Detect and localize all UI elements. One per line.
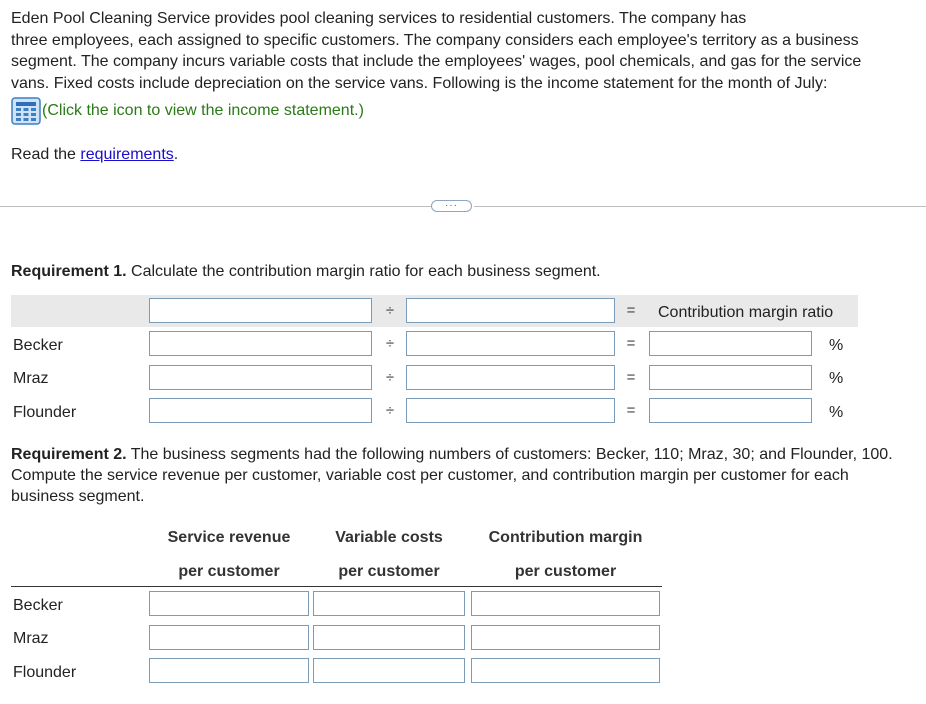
expand-button[interactable]: ··· [431, 200, 472, 212]
requirement1-text: Calculate the contribution margin ratio for each business segment. [126, 263, 601, 280]
contribution-margin-ratio-header: Contribution margin ratio [658, 304, 834, 321]
income-statement-link[interactable] [11, 97, 364, 125]
percent-symbol: % [829, 370, 844, 387]
divider [0, 206, 431, 207]
row-label-flounder: Flounder [13, 664, 77, 681]
requirement2-heading [11, 444, 916, 507]
header-denominator-input[interactable] [406, 298, 615, 323]
percent-symbol: % [829, 337, 844, 354]
equals-symbol: = [626, 369, 636, 386]
equals-symbol: = [626, 302, 636, 319]
divide-symbol: ÷ [385, 302, 395, 319]
header-underline [11, 586, 662, 587]
flounder-denominator-input[interactable] [406, 398, 615, 423]
read-suffix: . [173, 146, 179, 163]
percent-symbol: % [829, 404, 844, 421]
row-label-mraz: Mraz [13, 630, 49, 647]
becker-revenue-input[interactable] [149, 591, 309, 616]
flounder-ratio-input[interactable] [649, 398, 812, 423]
divide-symbol: ÷ [385, 335, 395, 352]
intro-line: three employees, each assigned to specific customers. The company considers each employee's territory as a business [11, 31, 859, 49]
divider [474, 206, 926, 207]
row-label-mraz: Mraz [13, 370, 49, 387]
flounder-contribution-margin-input[interactable] [471, 658, 660, 683]
requirement2-text: The business segments had the following numbers of customers: Becker, 110; Mraz, 30; and Flounder, 100. Compute the service revenue per customer, variable cost per customer, and contribution margin per customer for each business segment. [11, 446, 893, 505]
flounder-variable-cost-input[interactable] [313, 658, 465, 683]
becker-ratio-input[interactable] [649, 331, 812, 356]
read-prefix: Read the [11, 146, 81, 163]
becker-variable-cost-input[interactable] [313, 591, 465, 616]
mraz-ratio-input[interactable] [649, 365, 812, 390]
column-header-variable-costs-sub: per customer [338, 563, 440, 580]
intro-line: Eden Pool Cleaning Service provides pool cleaning services to residential customers. The company has [11, 10, 747, 27]
row-label-flounder: Flounder [13, 404, 77, 421]
column-header-contribution-margin: Contribution margin [488, 529, 643, 546]
divide-symbol: ÷ [385, 369, 395, 386]
becker-numerator-input[interactable] [149, 331, 372, 356]
requirements-link[interactable]: requirements [80, 146, 174, 163]
intro-line: vans. Fixed costs include depreciation on the service vans. Following is the income statement for the month of July: [11, 74, 828, 92]
requirement1-heading [11, 261, 601, 282]
problem-intro [11, 8, 926, 94]
income-statement-link-text[interactable]: (Click the icon to view the income statement.) [42, 102, 364, 119]
column-header-service-revenue: Service revenue [167, 529, 291, 546]
equals-symbol: = [626, 402, 636, 419]
requirement1-label: Requirement 1. [11, 263, 127, 280]
column-header-contribution-margin-sub: per customer [514, 563, 617, 580]
divide-symbol: ÷ [385, 402, 395, 419]
spreadsheet-grid-icon[interactable] [11, 97, 41, 125]
flounder-numerator-input[interactable] [149, 398, 372, 423]
requirement2-label: Requirement 2. [11, 446, 127, 463]
mraz-numerator-input[interactable] [149, 365, 372, 390]
mraz-variable-cost-input[interactable] [313, 625, 465, 650]
column-header-service-revenue-sub: per customer [178, 563, 280, 580]
becker-denominator-input[interactable] [406, 331, 615, 356]
intro-line: segment. The company incurs variable costs that include the employees' wages, pool chemicals, and gas for the service [11, 53, 862, 70]
mraz-denominator-input[interactable] [406, 365, 615, 390]
flounder-revenue-input[interactable] [149, 658, 309, 683]
header-numerator-input[interactable] [149, 298, 372, 323]
mraz-revenue-input[interactable] [149, 625, 309, 650]
row-label-becker: Becker [13, 337, 63, 354]
equals-symbol: = [626, 335, 636, 352]
becker-contribution-margin-input[interactable] [471, 591, 660, 616]
row-label-becker: Becker [13, 597, 63, 614]
mraz-contribution-margin-input[interactable] [471, 625, 660, 650]
read-requirements [11, 146, 178, 164]
column-header-variable-costs: Variable costs [335, 529, 443, 546]
